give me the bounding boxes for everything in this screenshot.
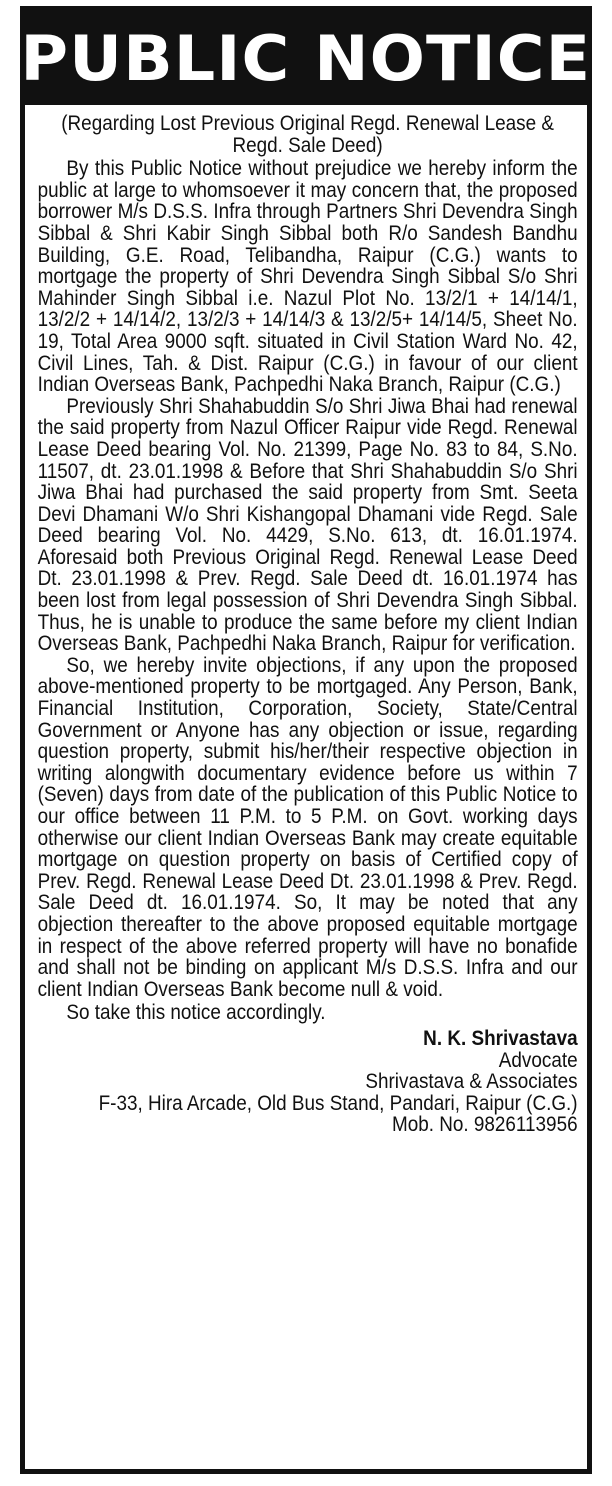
signatory-address: F-33, Hira Arcade, Old Bus Stand, Pandari, Raipur (C.G.)	[98, 1091, 578, 1115]
signatory-mobile: Mob. No. 9826113956	[391, 1113, 578, 1137]
signatory-name: N. K. Shrivastava	[423, 1026, 578, 1050]
notice-body	[25, 105, 592, 1136]
title-banner	[20, 11, 592, 105]
public-notice	[20, 6, 592, 1474]
paragraph-history: Previously Shri Shahabuddin S/o Shri Jiwa Bhai had renewal the said property from Nazul Officer Raipur vide Regd. Renewal Lease Deed bearing Vol. No. 21399, Page No. 83 to 84, S.No. 11507, dt. 23.01.1998 & Before that Shri Shahabuddin S/o Shri Jiwa Bhai had purchased the said property from Smt. Seeta Devi Dhamani W/o Shri Kishangopal Dhamani vide Regd. Sale Deed bearing Vol. No. 4429, S.No. 613, dt. 16.01.1974. Aforesaid both Previous Original Regd. Renewal Lease Deed Dt. 23.01.1998 & Prev. Regd. Sale Deed dt. 16.01.1974 has been lost from legal possession of Shri Devendra Singh Sibbal. Thus, he is unable to produce the same before my client Indian Overseas Bank, Pachpedhi Naka Branch, Raipur for verification.	[37, 394, 578, 656]
notice-subtitle: (Regarding Lost Previous Original Regd. Renewal Lease & Regd. Sale Deed)	[61, 112, 554, 157]
signatory-firm: Shrivastava & Associates	[365, 1070, 578, 1094]
paragraph-objections: So, we hereby invite objections, if any upon the proposed above-mentioned property to be mortgaged. Any Person, Bank, Financial Institution, Corporation, Society, State/Central Government or Anyone has any objection or issue, regarding question property, submit his/her/their respective objection in writing alongwith documentary evidence before us within 7 (Seven) days from date of the publication of this Public Notice to our office between 11 P.M. to 5 P.M. on Govt. working days otherwise our client Indian Overseas Bank may create equitable mortgage on question property on basis of Certified copy of Prev. Regd. Renewal Lease Deed Dt. 23.01.1998 & Prev. Regd. Sale Deed dt. 16.01.1974. So, It may be noted that any objection thereafter to the above proposed equitable mortgage in respect of the above referred property will have no bonafide and shall not be binding on applicant M/s D.S.S. Infra and our client Indian Overseas Bank become null & void.	[37, 653, 578, 1001]
signature-block	[38, 1028, 578, 1136]
paragraph-intro: By this Public Notice without prejudice we hereby inform the public at large to whomsoever it may concern that, the proposed borrower M/s D.S.S. Infra through Partners Shri Devendra Singh Sibbal & Shri Kabir Singh Sibbal both R/o Sandesh Bandhu Building, G.E. Road, Telibandha, Raipur (C.G.) wants to mortgage the property of Shri Devendra Singh Sibbal S/o Shri Mahinder Singh Sibbal i.e. Nazul Plot No. 13/2/1 + 14/14/1, 13/2/2 + 14/14/2, 13/2/3 + 14/14/3 & 13/2/5+ 14/14/5, Sheet No. 19, Total Area 9000 sqft. situated in Civil Station Ward No. 42, Civil Lines, Tah. & Dist. Raipur (C.G.) in favour of our client Indian Overseas Bank, Pachpedhi Naka Branch, Raipur (C.G.)	[37, 157, 578, 397]
notice-title: PUBLIC NOTICE	[20, 21, 592, 95]
signatory-designation: Advocate	[498, 1048, 578, 1072]
closing-line: So take this notice accordingly.	[66, 1001, 326, 1025]
